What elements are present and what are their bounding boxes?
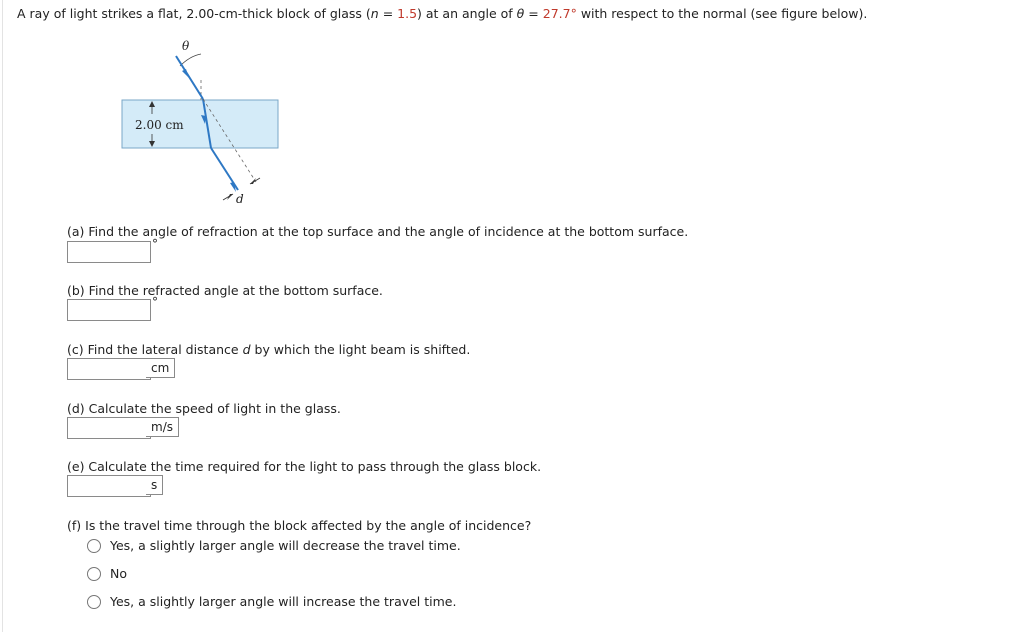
answer-a-input[interactable]: [67, 241, 151, 263]
answer-b-unit: °: [152, 295, 158, 309]
theta-arc: [180, 54, 201, 66]
d-label: d: [236, 192, 244, 206]
question-b: (b) Find the refracted angle at the bottom surface.: [67, 283, 383, 298]
answer-e-unit: s: [146, 475, 163, 495]
question-a: (a) Find the angle of refraction at the top surface and the angle of incidence at the bottom surface.: [67, 224, 689, 239]
problem-statement: A ray of light strikes a flat, 2.00-cm-thick block of glass (n = 1.5) at an angle of θ = 27.7° with respect to the normal (see figure below).: [17, 6, 868, 21]
radio-button[interactable]: [87, 567, 101, 581]
question-f: (f) Is the travel time through the block affected by the angle of incidence?: [67, 518, 532, 533]
thickness-label: 2.00 cm: [135, 118, 184, 132]
question-e: (e) Calculate the time required for the light to pass through the glass block.: [67, 459, 542, 474]
answer-d-unit: m/s: [146, 417, 179, 437]
glass-block-figure: [110, 38, 300, 210]
angle-value: 27.7°: [542, 6, 577, 21]
answer-a-unit: °: [152, 237, 158, 251]
incident-ray: [176, 56, 203, 99]
radio-button[interactable]: [87, 595, 101, 609]
radio-button[interactable]: [87, 539, 101, 553]
option-label: Yes, a slightly larger angle will decrease the travel time.: [110, 538, 461, 553]
question-c: (c) Find the lateral distance d by which the light beam is shifted.: [67, 342, 471, 357]
answer-c-unit: cm: [146, 358, 175, 378]
theta-label: θ: [182, 39, 190, 53]
index-value: 1.5: [397, 6, 418, 21]
answer-e-input[interactable]: [67, 475, 151, 497]
option-label: Yes, a slightly larger angle will increase the travel time.: [110, 594, 457, 609]
answer-c-input[interactable]: [67, 358, 151, 380]
figure-svg: [110, 38, 300, 210]
question-d: (d) Calculate the speed of light in the glass.: [67, 401, 341, 416]
answer-b-input[interactable]: [67, 299, 151, 321]
option-label: No: [110, 566, 127, 581]
answer-d-input[interactable]: [67, 417, 151, 439]
